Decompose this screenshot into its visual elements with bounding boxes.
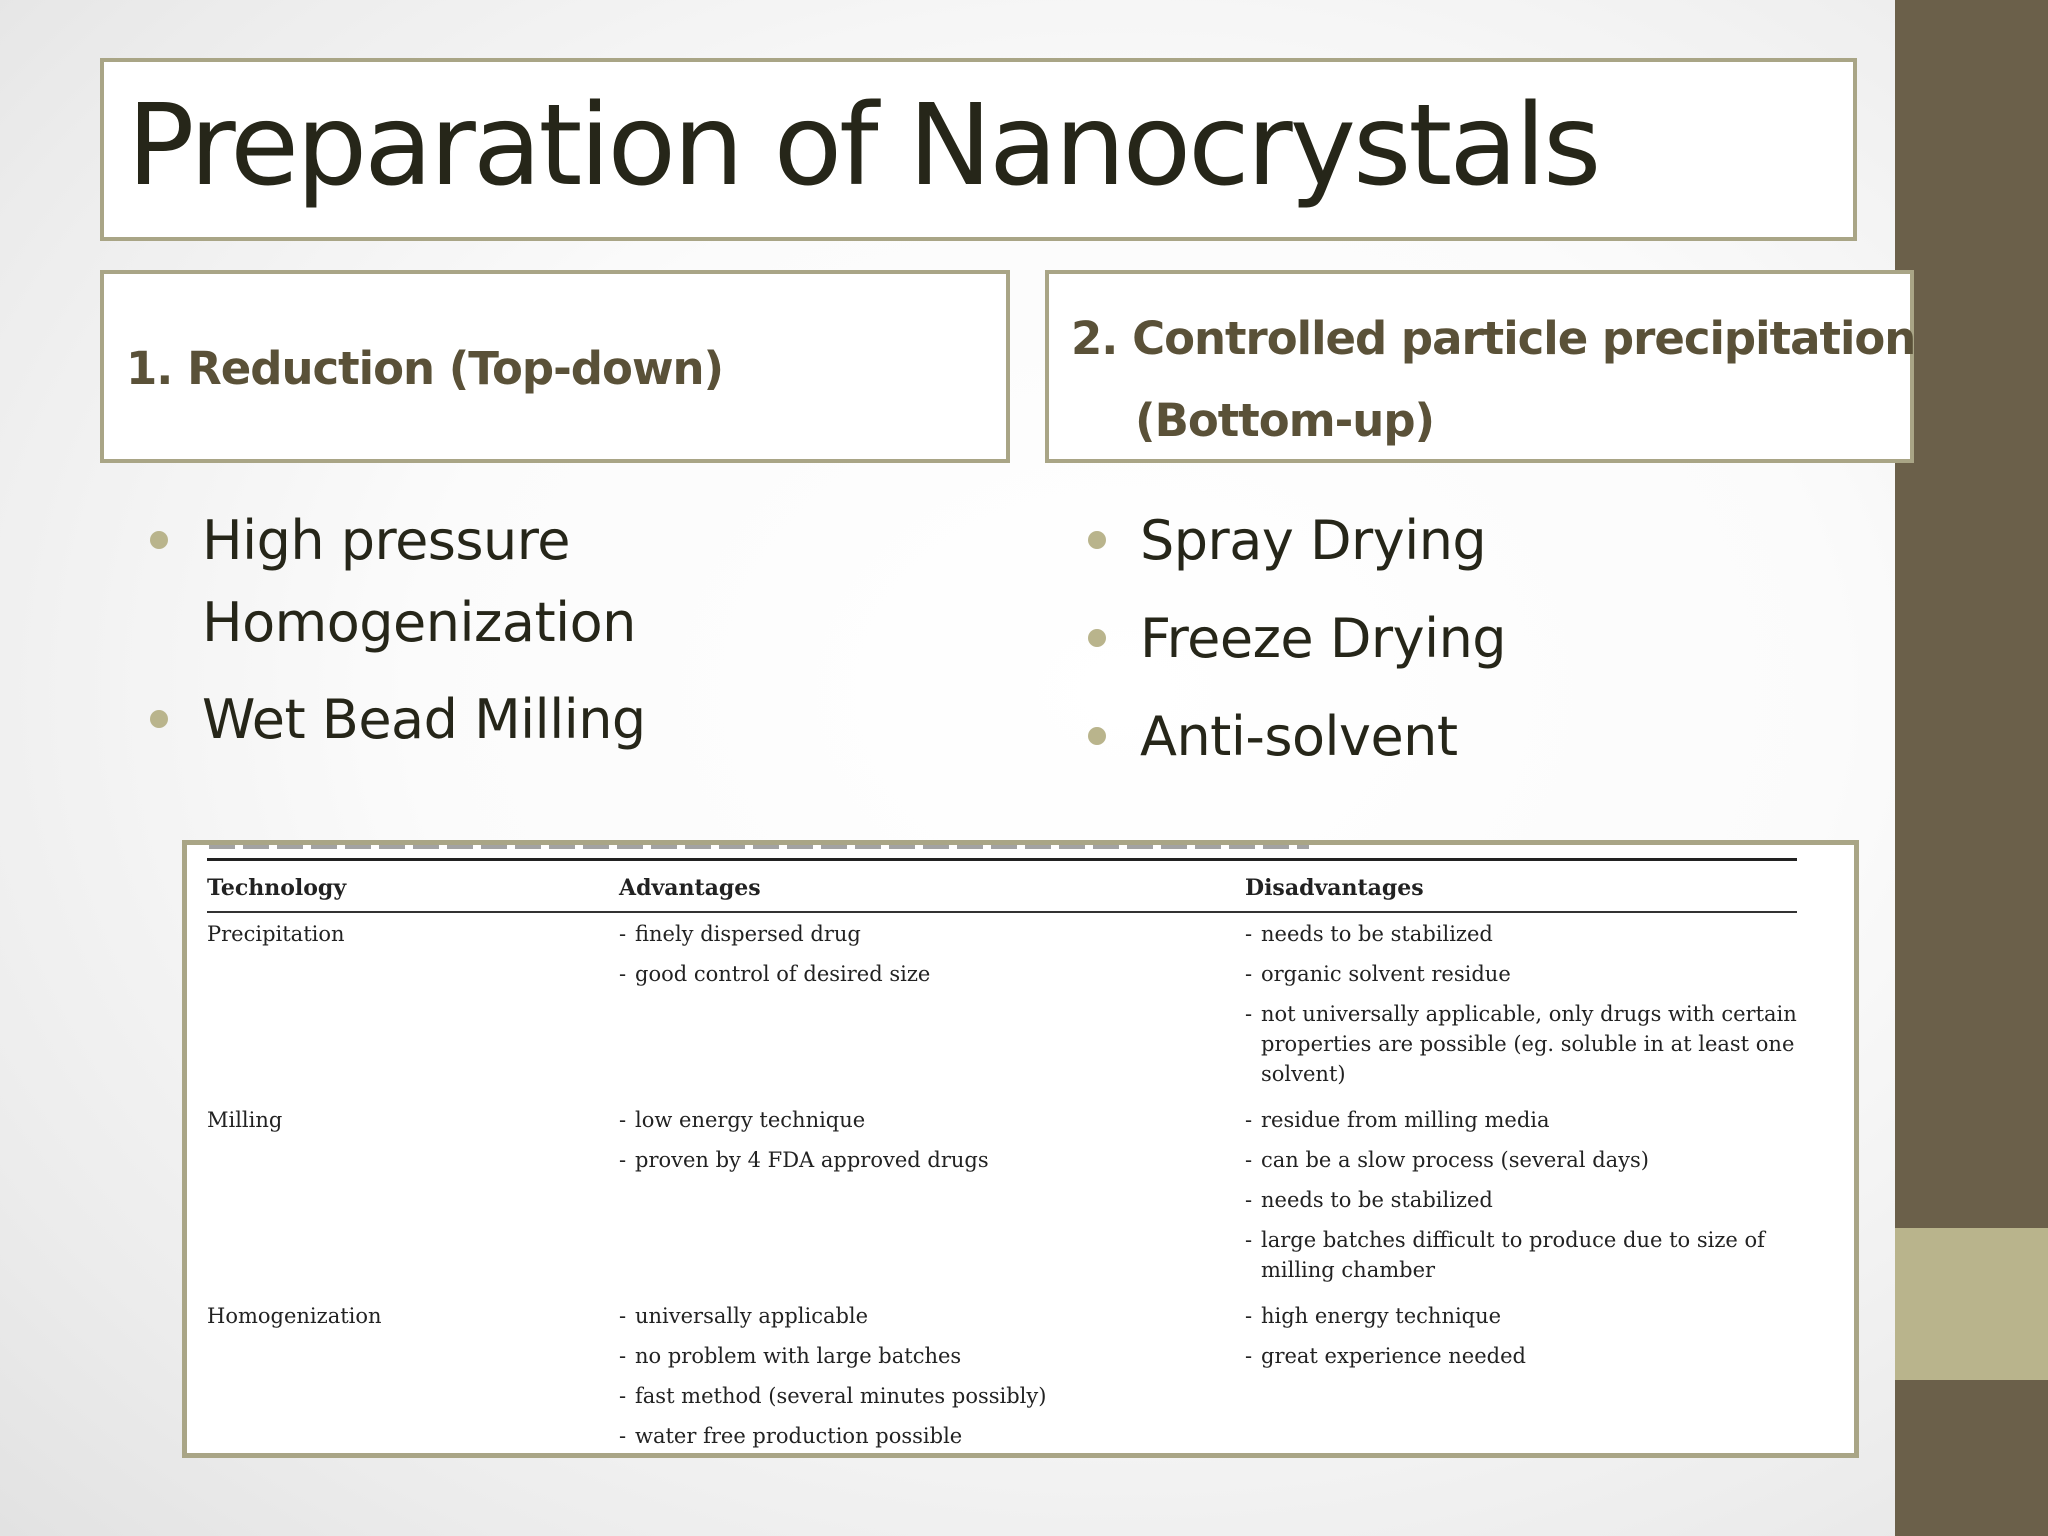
- disadvantage-item: - high energy technique: [1245, 1301, 1797, 1331]
- advantage-item: - universally applicable: [619, 1301, 1245, 1331]
- bullet-text: High pressure: [202, 509, 571, 572]
- disadvantage-item: - needs to be stabilized: [1245, 1185, 1797, 1215]
- advantage-item: - proven by 4 FDA approved drugs: [619, 1145, 1245, 1175]
- bullet-text: Anti-solvent: [1140, 705, 1458, 768]
- bullet-item: [1088, 500, 1868, 582]
- disadvantage-item: - organic solvent residue: [1245, 959, 1797, 989]
- bullet-item: [150, 679, 970, 761]
- bullet-text: Wet Bead Milling: [202, 688, 646, 751]
- header-technology: Technology: [207, 860, 619, 913]
- disadvantage-item: - large batches difficult to produce due to size of milling chamber: [1245, 1225, 1797, 1285]
- bullet-dot-icon: [1088, 531, 1106, 549]
- slide-title: Preparation of Nanocrystals: [127, 81, 1599, 211]
- bullet-dot-icon: [1088, 727, 1106, 745]
- advantage-item: - low energy technique: [619, 1105, 1245, 1135]
- advantages-cell: [619, 1099, 1245, 1295]
- comparison-table: [207, 858, 1797, 1458]
- precipitation-heading-line1: 2. Controlled particle precipitation: [1071, 312, 1916, 365]
- bullet-text: Spray Drying: [1140, 509, 1487, 572]
- table-row: [207, 1099, 1797, 1295]
- precipitation-heading-box: [1045, 270, 1914, 463]
- reduction-bullet-list: [150, 500, 970, 776]
- bullet-item: [1088, 696, 1868, 778]
- table-row: [207, 1295, 1797, 1458]
- disadvantage-item: - can be a slow process (several days): [1245, 1145, 1797, 1175]
- title-box: [100, 58, 1857, 241]
- bullet-item: [150, 500, 970, 664]
- advantage-item: - water free production possible: [619, 1421, 1245, 1451]
- technology-cell: [207, 1099, 619, 1295]
- comparison-table-frame: [182, 840, 1859, 1458]
- disadvantage-item: - residue from milling media: [1245, 1105, 1797, 1135]
- precipitation-bullet-list: [1088, 500, 1868, 794]
- disadvantages-cell: [1245, 912, 1797, 1099]
- advantage-item: - fast method (several minutes possibly): [619, 1381, 1245, 1411]
- advantages-cell: [619, 912, 1245, 1099]
- header-disadvantages: Disadvantages: [1245, 860, 1797, 913]
- disadvantage-item: - great experience needed: [1245, 1341, 1797, 1371]
- table-header-row: [207, 860, 1797, 913]
- bullet-text-continued: Homogenization: [202, 591, 636, 654]
- technology-name: Milling: [207, 1108, 283, 1132]
- side-accent-block: [1895, 1228, 2048, 1380]
- disadvantages-cell: [1245, 1295, 1797, 1458]
- technology-cell: [207, 1295, 619, 1458]
- header-advantages: Advantages: [619, 860, 1245, 913]
- bullet-dot-icon: [150, 710, 168, 728]
- bullet-dot-icon: [1088, 629, 1106, 647]
- advantage-item: - no problem with large batches: [619, 1341, 1245, 1371]
- technology-name: Homogenization: [207, 1304, 382, 1328]
- reduction-heading-box: [100, 270, 1010, 463]
- disadvantage-item: - not universally applicable, only drugs with certain properties are possible (eg. soluble in at least one solvent): [1245, 999, 1797, 1089]
- advantage-item: - good control of desired size: [619, 959, 1245, 989]
- cropped-table-caption: [209, 840, 1309, 849]
- technology-name: Precipitation: [207, 922, 345, 946]
- table-row: [207, 912, 1797, 1099]
- technology-cell: [207, 912, 619, 1099]
- reduction-heading: 1. Reduction (Top-down): [126, 342, 724, 395]
- advantage-item: - finely dispersed drug: [619, 919, 1245, 949]
- bullet-item: [1088, 598, 1868, 680]
- bullet-dot-icon: [150, 531, 168, 549]
- bullet-text: Freeze Drying: [1140, 607, 1507, 670]
- precipitation-heading-line2: (Bottom-up): [1135, 394, 1435, 447]
- disadvantages-cell: [1245, 1099, 1797, 1295]
- disadvantage-item: - needs to be stabilized: [1245, 919, 1797, 949]
- advantages-cell: [619, 1295, 1245, 1458]
